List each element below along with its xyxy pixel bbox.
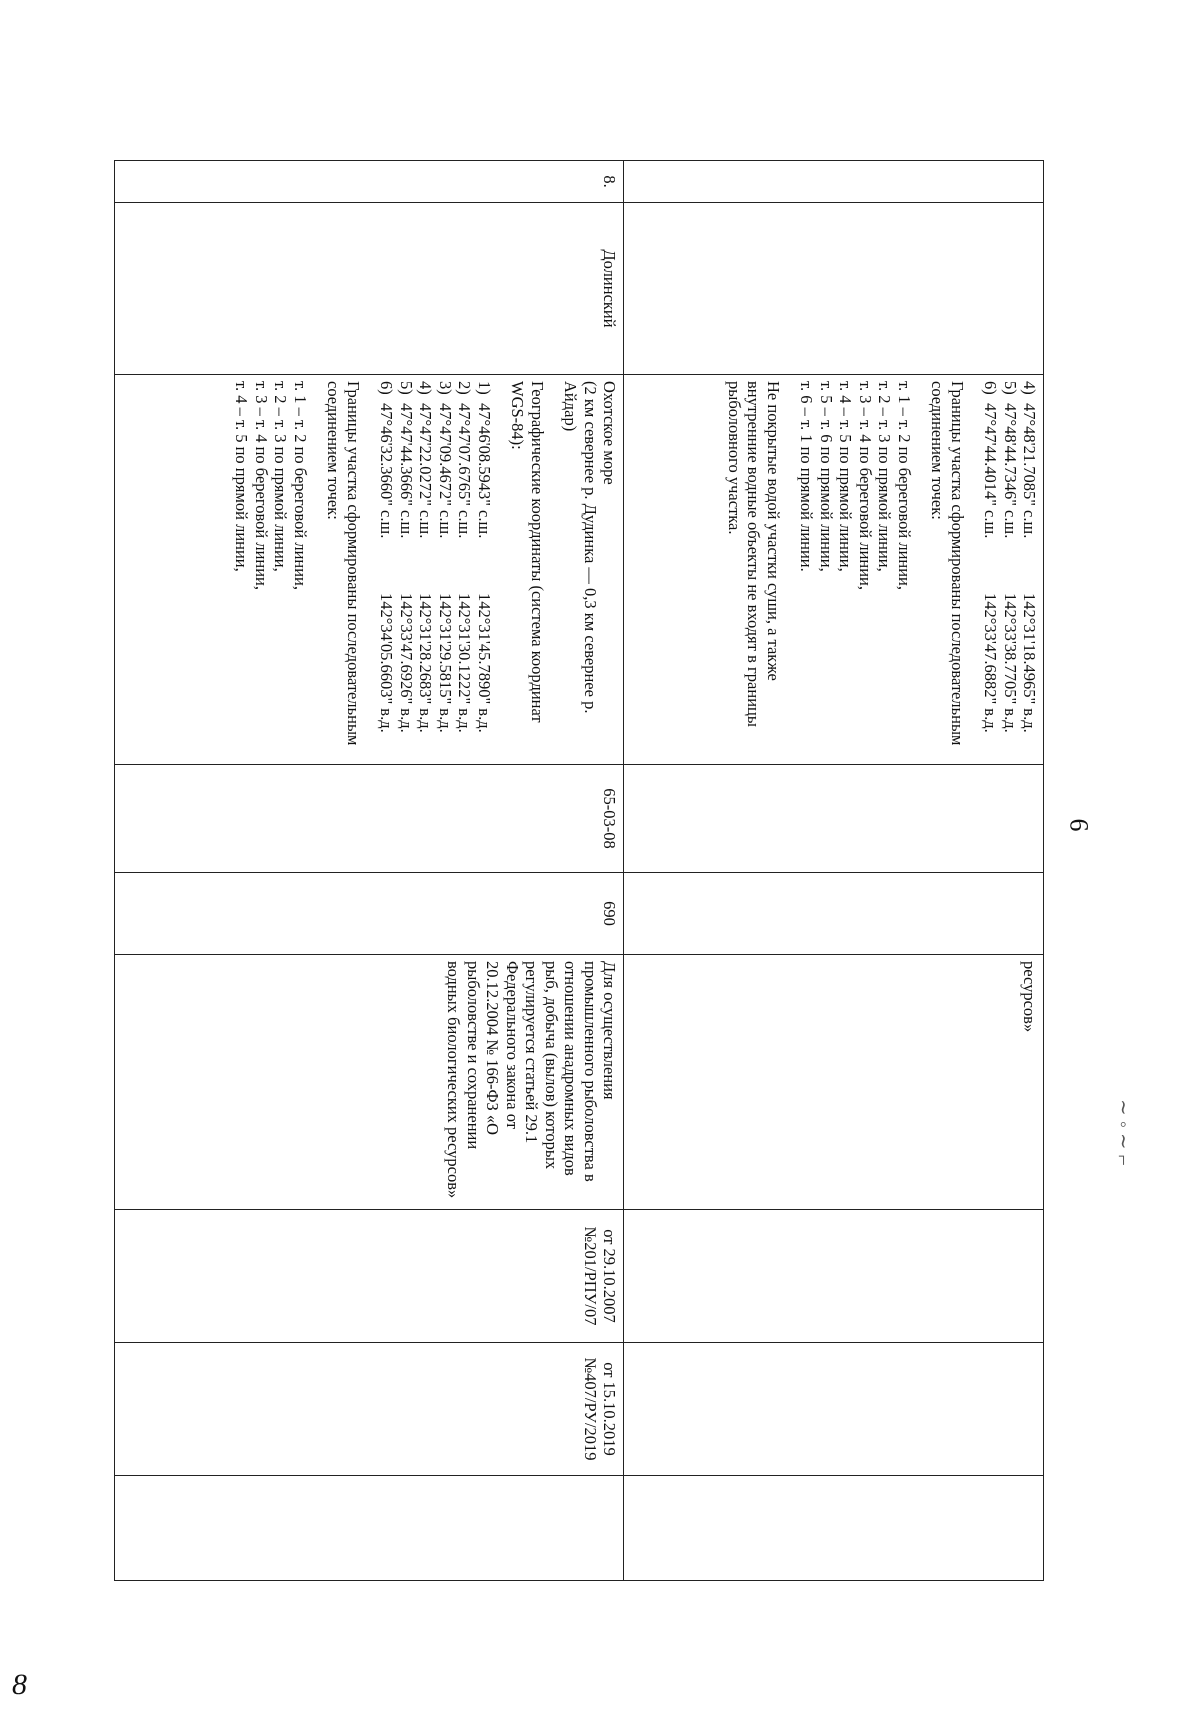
sea-name: Охотское море	[600, 381, 619, 485]
coord-row: 1) 47°46'08.5943" с.ш. 142°31'45.7890" в.д.	[474, 381, 494, 733]
cell-code: 65-03-08	[115, 765, 624, 873]
cell-doc1-prev	[624, 1210, 1044, 1343]
coord-row: 6) 47°47'44.4014" с.ш. 142°33'47.6882" в.д.	[981, 381, 1001, 733]
cell-name-prev	[624, 203, 1044, 375]
table-row-8	[115, 161, 624, 1581]
coord-row: 5) 47°48'44.7346" с.ш. 142°33'38.7705" в.д.	[1000, 381, 1020, 733]
cell-extra	[115, 1476, 624, 1581]
coord-row: 4) 47°48'21.7085" с.ш. 142°31'18.4965" в.д.	[1020, 381, 1039, 733]
boundary-title: Границы участка сформированы последовательным соединением точек:	[324, 381, 363, 746]
coord-row: 2) 47°47'07.6765" с.ш. 142°31'30.1222" в.д.	[455, 381, 475, 733]
boundary-line: т. 3 – т. 4 по береговой линии,	[251, 381, 271, 591]
cell-purpose: Для осуществления промышленного рыболовства в отношении анадромных видов рыб, добыча (вылов) которых регулируется статьей 29.1 Федерального закона от 20.12.2004 № 166-ФЗ «О рыболовстве и сохранении водных биологических ресурсов»	[115, 955, 624, 1210]
fishing-areas-table	[114, 160, 1044, 1581]
coord-row: 3) 47°47'09.4672" с.ш. 142°31'29.5815" в.д.	[435, 381, 455, 733]
cell-doc2-prev	[624, 1343, 1044, 1476]
page-number: 8	[12, 1668, 27, 1701]
coords-list	[377, 381, 494, 758]
boundary-line: т. 4 – т. 5 по прямой линии,	[836, 381, 856, 572]
boundary-line: т. 5 – т. 6 по прямой линии,	[816, 381, 836, 572]
location-desc: (2 км севернее р. Дудинка — 0,3 км севернее р. Айдар)	[561, 381, 600, 714]
cell-purpose-prev	[624, 955, 1044, 1210]
boundary-line: т. 4 – т. 5 по прямой линии,	[232, 381, 252, 572]
cell-description	[115, 375, 624, 765]
coord-row: 5) 47°47'44.3666" с.ш. 142°33'47.6926" в.д.	[396, 381, 416, 733]
table-row-previous	[624, 161, 1044, 1581]
cell-number: 8.	[115, 161, 624, 203]
purpose-tail: ресурсов»	[1020, 961, 1039, 1033]
coord-row: 4) 47°47'22.0272" с.ш. 142°31'28.2683" в.д.	[416, 381, 436, 733]
coords-list-prev	[981, 381, 1039, 758]
boundary-title-prev: Границы участка сформированы последовательным соединением точек:	[928, 381, 967, 746]
boundary-line: т. 2 – т. 3 по прямой линии,	[271, 381, 291, 572]
boundary-line: т. 2 – т. 3 по прямой линии,	[875, 381, 895, 572]
boundary-line: т. 1 – т. 2 по береговой линии,	[290, 381, 310, 591]
boundary-line: т. 6 – т. 1 по прямой линии.	[797, 381, 817, 572]
cell-code-prev	[624, 765, 1044, 873]
boundary-line: т. 1 – т. 2 по береговой линии,	[894, 381, 914, 591]
cell-name: Долинский	[115, 203, 624, 375]
cell-number-prev	[624, 161, 1044, 203]
rotated-table-wrapper	[114, 160, 1044, 1580]
note-prev: Не покрытые водой участки суши, а также внутренние водные объекты не входят в границы рыболовного участка.	[724, 381, 783, 727]
cell-area: 690	[115, 873, 624, 955]
cell-area-prev	[624, 873, 1044, 955]
cell-extra-prev	[624, 1476, 1044, 1581]
cell-description-prev	[624, 375, 1044, 765]
margin-scribble: ∼ ◦ ∼ ⌐	[1111, 1099, 1134, 1166]
cell-doc2: от 15.10.2019 №407/РУ/2019	[115, 1343, 624, 1476]
coord-row: 6) 47°46'32.3660" с.ш. 142°34'05.6603" в.д.	[377, 381, 397, 733]
geo-title: Географические координаты (система координат WGS-84):	[508, 381, 547, 723]
side-page-mark: 6	[1064, 818, 1094, 832]
boundary-line: т. 3 – т. 4 по береговой линии,	[855, 381, 875, 591]
cell-doc1: от 29.10.2007 №201/РПУ/07	[115, 1210, 624, 1343]
